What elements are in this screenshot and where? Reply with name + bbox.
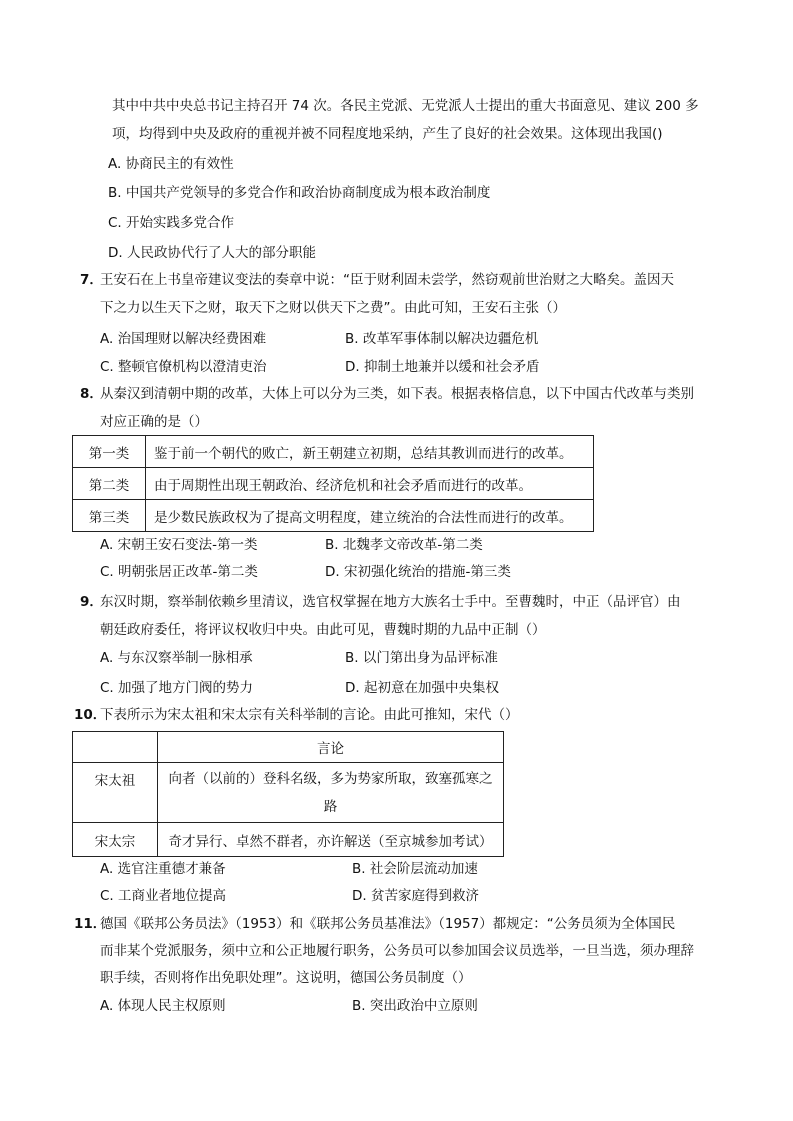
q6-option-d: D. 人民政协代行了人大的部分职能 xyxy=(108,245,316,261)
q10-option-d: D. 贫苦家庭得到救济 xyxy=(352,888,479,904)
q11-option-b: B. 突出政治中立原则 xyxy=(352,998,478,1014)
q8-table-category: 第三类 xyxy=(73,500,146,532)
q9-option-c: C. 加强了地方门阀的势力 xyxy=(100,680,254,696)
q8-option-a: A. 宋朝王安石变法-第一类 xyxy=(100,537,258,553)
q6-option-c: C. 开始实践多党合作 xyxy=(108,215,235,231)
q8-table-description: 由于周期性出现王朝政治、经济危机和社会矛盾而进行的改革。 xyxy=(146,468,594,500)
q7-line-2: 下之力以生天下之财，取天下之财以供天下之费”。由此可知，王安石主张（） xyxy=(100,300,566,316)
q8-option-c: C. 明朝张居正改革-第二类 xyxy=(100,564,258,580)
q8-table-description: 是少数民族政权为了提高文明程度，建立统治的合法性而进行的改革。 xyxy=(146,500,594,532)
q7-option-b: B. 改革军事体制以解决边疆危机 xyxy=(345,331,539,347)
q11-number: 11． xyxy=(74,916,107,932)
q8-table-description: 鉴于前一个朝代的败亡，新王朝建立初期，总结其教训而进行的改革。 xyxy=(146,436,594,468)
q8-option-d: D. 宋初强化统治的措施-第三类 xyxy=(325,564,511,580)
q6-option-a: A. 协商民主的有效性 xyxy=(108,156,234,172)
q11-option-a: A. 体现人民主权原则 xyxy=(100,998,226,1014)
q11-line-1: 德国《联邦公务员法》（1953）和《联邦公务员基准法》（1957）都规定：“公务员须为全体国民 xyxy=(100,916,676,932)
q7-option-d: D. 抑制土地兼并以缓和社会矛盾 xyxy=(345,359,540,375)
q6-line-2: 项，均得到中央及政府的重视并被不同程度地采纳，产生了良好的社会效果。这体现出我国() xyxy=(112,126,663,142)
q10-remark-line-1: 向者（以前的）登科名级，多为势家所取，致塞孤寒之 xyxy=(168,770,493,787)
q9-line-2: 朝廷政府委任，将评议权收归中央。由此可见，曹魏时期的九品中正制（） xyxy=(100,622,546,638)
q11-line-2: 而非某个党派服务，须中立和公正地履行职务，公务员可以参加国会议员选举，一旦当选，须办理辞 xyxy=(100,943,694,959)
q6-line-1: 其中中共中央总书记主持召开 74 次。各民主党派、无党派人士提出的重大书面意见、建议 200 多 xyxy=(112,98,699,114)
q10-table-header-blank xyxy=(73,732,158,763)
table-row xyxy=(73,500,594,532)
q11-line-3: 职手续，否则将作出免职处理”。这说明，德国公务员制度（） xyxy=(100,970,472,986)
q7-line-1: 王安石在上书皇帝建议变法的奏章中说：“臣于财利固未尝学，然窃观前世治财之大略矣。盖因天 xyxy=(100,272,674,288)
q8-number: 8． xyxy=(80,386,103,402)
q10-option-b: B. 社会阶层流动加速 xyxy=(352,861,478,877)
table-row xyxy=(73,468,594,500)
q6-option-b: B. 中国共产党领导的多党合作和政治协商制度成为根本政治制度 xyxy=(108,185,491,201)
q8-table-category: 第二类 xyxy=(73,468,146,500)
table-row xyxy=(73,436,594,468)
q10-remark-line-2: 路 xyxy=(323,798,338,815)
q9-number: 9． xyxy=(80,594,103,610)
q8-reform-table xyxy=(72,435,594,532)
q10-line-1: 下表所示为宋太祖和宋太宗有关科举制的言论。由此可推知，宋代（） xyxy=(100,707,519,723)
table-row xyxy=(73,823,504,857)
q8-line-1: 从秦汉到清朝中期的改革，大体上可以分为三类，如下表。根据表格信息，以下中国古代改革与类别 xyxy=(100,386,694,402)
q8-table-category: 第一类 xyxy=(73,436,146,468)
q10-option-a: A. 选官注重德才兼备 xyxy=(100,861,226,877)
q8-line-2: 对应正确的是（） xyxy=(100,414,208,430)
q9-option-d: D. 起初意在加强中央集权 xyxy=(345,680,499,696)
q10-table-remark: 奇才异行、卓然不群者，亦许解送（至京城参加考试） xyxy=(158,823,504,857)
q7-option-c: C. 整顿官僚机构以澄清吏治 xyxy=(100,359,267,375)
q10-remarks-table xyxy=(72,731,504,857)
q10-table-emperor: 宋太祖 xyxy=(73,763,158,823)
q10-number: 10． xyxy=(74,707,107,723)
table-row xyxy=(73,763,504,823)
table-row xyxy=(73,732,504,763)
q10-option-c: C. 工商业者地位提高 xyxy=(100,888,227,904)
q9-line-1: 东汉时期，察举制依赖乡里清议，选官权掌握在地方大族名士手中。至曹魏时，中正（品评官）由 xyxy=(100,594,681,610)
q7-number: 7． xyxy=(80,272,103,288)
q9-option-b: B. 以门第出身为品评标准 xyxy=(345,650,498,666)
q10-table-header-remarks: 言论 xyxy=(158,732,504,763)
q10-table-remark xyxy=(158,763,504,823)
q10-table-emperor: 宋太宗 xyxy=(73,823,158,857)
q8-option-b: B. 北魏孝文帝改革-第二类 xyxy=(325,537,483,553)
q9-option-a: A. 与东汉察举制一脉相承 xyxy=(100,650,253,666)
q7-option-a: A. 治国理财以解决经费困难 xyxy=(100,331,267,347)
